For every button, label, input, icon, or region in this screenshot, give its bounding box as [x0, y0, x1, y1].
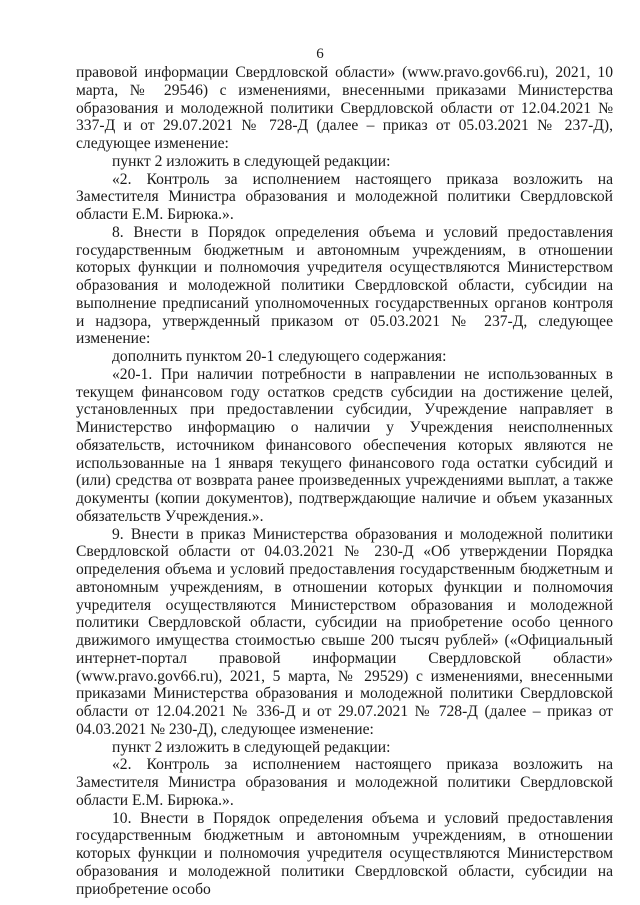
- paragraph-item-8: 8. Внести в Порядок определения объема и условий предоставления государственным бюджетным и автономным учреждениям, в отношении которых функции и полномочия учредителя осуществляются Министерством образования и молодежной политики Свердловской области, субсидии на выполнение предписаний уполномоченных государственных органов контроля и надзора, утвержденный приказом от 05.03.2021 № 237-Д, следующее изменение:: [76, 223, 613, 348]
- paragraph-item-10: 10. Внести в Порядок определения объема и условий предоставления государственным бюджетным и автономным учреждениям, в отношении которых функции и полномочия учредителя осуществляются Министерством образования и молодежной политики Свердловской области, субсидии на приобретение особо: [76, 809, 613, 898]
- paragraph-item-20-1: «20-1. При наличии потребности в направлении не использованных в текущем финансовом году остатков средств субсидии на достижение целей, установленных при предоставлении субсидии, Учреждение направляет в Министерство информацию о наличии у Учреждения неисполненных обязательств, источником финансового обеспечения которых являются не использованные на 1 января текущего финансового года остатки субсидий и (или) средства от возврата ранее произведенных учреждениями выплат, а также документы (копии документов), подтверждающие наличие и объем указанных обязательств Учреждения.».: [76, 365, 613, 525]
- paragraph-continuation: правовой информации Свердловской области» (www.pravo.gov66.ru), 2021, 10 марта, № 29546) с изменениями, внесенными приказами Министерства образования и молодежной политики Свердловской области от 12.04.2021 № 337-Д и от 29.07.2021 № 728-Д (далее – приказ от 05.03.2021 № 237-Д), следующее изменение:: [76, 64, 613, 152]
- paragraph-item-8-instruction: дополнить пунктом 20-1 следующего содержания:: [112, 348, 447, 365]
- document-body: [76, 64, 613, 898]
- paragraph-item-9: 9. Внести в приказ Министерства образования и молодежной политики Свердловской области от 04.03.2021 № 230-Д «Об утверждении Порядка определения объема и условий предоставления государственным бюджетным и автономным учреждениям, в отношении которых функции и полномочия учредителя осуществляются Министерством образования и молодежной политики Свердловской области, субсидии на приобретение особо ценного движимого имущества стоимостью свыше 200 тысяч рублей» («Официальный интернет-портал правовой информации Свердловской области» (www.pravo.gov66.ru), 2021, 5 марта, № 29529) с изменениями, внесенными приказами Министерства образования и молодежной политики Свердловской области от 12.04.2021 № 336-Д и от 29.07.2021 № 728-Д (далее – приказ от 04.03.2021 № 230-Д), следующее изменение:: [76, 525, 613, 738]
- paragraph-point-2-instruction: пункт 2 изложить в следующей редакции:: [112, 152, 391, 170]
- paragraph-item-9-point-2-text: «2. Контроль за исполнением настоящего приказа возложить на Заместителя Министра образования и молодежной политики Свердловской области Е.М. Бирюка.».: [76, 756, 613, 809]
- page-number: 6: [316, 46, 324, 62]
- paragraph-point-2-text: «2. Контроль за исполнением настоящего приказа возложить на Заместителя Министра образования и молодежной политики Свердловской области Е.М. Бирюка.».: [76, 170, 613, 223]
- paragraph-item-9-instruction: пункт 2 изложить в следующей редакции:: [112, 738, 391, 756]
